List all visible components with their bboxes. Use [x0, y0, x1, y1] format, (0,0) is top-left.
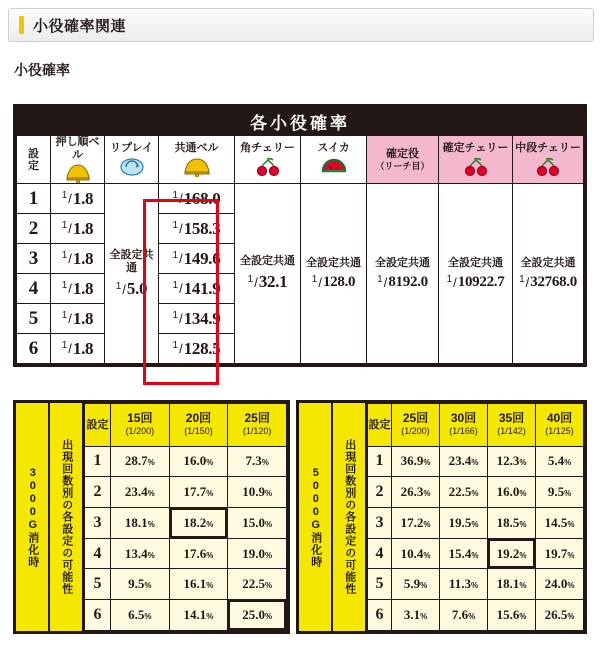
main-probability-table [13, 104, 587, 367]
value-cell: 18.1% [111, 507, 170, 538]
probability-table [16, 135, 584, 364]
value-cell: 10.9% [228, 477, 287, 508]
setting-cell: 6 [85, 600, 111, 631]
setting-cell: 4 [368, 538, 392, 569]
value-cell: 9.5% [111, 569, 170, 600]
value-cell: 14.5% [536, 507, 584, 538]
table-header-row [85, 404, 287, 447]
value-cell: 26.3% [392, 477, 440, 508]
setting-cell: 3 [17, 244, 51, 274]
value-cell: 24.0% [536, 569, 584, 600]
bell-icon [63, 163, 93, 183]
setting-cell: 6 [368, 600, 392, 631]
header-cell-20kai: 20回 (1/150) [169, 404, 228, 447]
kakutei-cherry-merged-cell: 全設定共通 1 / 10922.7 [439, 184, 513, 364]
setting-cell: 1 [17, 184, 51, 214]
table-row [85, 600, 287, 631]
oshijun-bell-cell: 1 / 1.8 [51, 334, 105, 364]
value-cell: 23.4% [111, 477, 170, 508]
value-cell: 26.5% [536, 600, 584, 631]
cherry-icon [459, 157, 493, 177]
value-cell-highlighted: 18.2% [169, 507, 228, 538]
page-title: 小役確率関連 [33, 17, 127, 35]
setting-cell: 1 [85, 446, 111, 477]
table-row [85, 507, 287, 538]
value-cell: 9.5% [536, 477, 584, 508]
value-cell: 14.1% [169, 600, 228, 631]
kyotsu-bell-cell: 1 / 158.3 [159, 214, 235, 244]
value-cell: 19.5% [440, 507, 488, 538]
value-cell: 13.4% [111, 538, 170, 569]
header-cell-40kai: 40回 (1/125) [536, 404, 584, 447]
value-cell: 5.4% [536, 446, 584, 477]
setting-cell: 6 [17, 334, 51, 364]
header-cell-oshijun-bell: 押し順ベル [51, 136, 105, 184]
table-row [17, 184, 584, 214]
setting-cell: 1 [368, 446, 392, 477]
page-header [8, 8, 594, 42]
value-cell-highlighted: 19.2% [488, 538, 536, 569]
table-header-row [17, 136, 584, 184]
vertical-label-3000g-desc: 出現回数別の各設定の可能性 [50, 403, 84, 631]
oshijun-bell-cell: 1 / 1.8 [51, 184, 105, 214]
table-row [368, 507, 584, 538]
value-cell: 3.1% [392, 600, 440, 631]
value-cell: 15.6% [488, 600, 536, 631]
header-cell-suika: スイカ [301, 136, 367, 184]
header-cell-kakutei-cherry: 確定チェリー [439, 136, 513, 184]
setting-cell: 2 [85, 477, 111, 508]
setting-cell: 2 [368, 477, 392, 508]
oshijun-bell-cell: 1 / 1.8 [51, 244, 105, 274]
header-cell-setting: 設定 [85, 404, 111, 447]
header-cell-setting: 設 定 [17, 136, 51, 184]
table-row [368, 477, 584, 508]
bell-icon [180, 157, 214, 177]
value-cell: 11.3% [440, 569, 488, 600]
setting-cell: 5 [368, 569, 392, 600]
value-cell: 17.2% [392, 507, 440, 538]
chudan-cherry-merged-cell: 全設定共通 1 / 32768.0 [513, 184, 584, 364]
replay-icon [117, 157, 147, 177]
header-cell-30kai: 30回 (1/166) [440, 404, 488, 447]
vertical-label-5000g: 5000G消化時 [299, 403, 333, 631]
value-cell: 19.7% [536, 538, 584, 569]
table-row [85, 477, 287, 508]
value-cell: 7.6% [440, 600, 488, 631]
oshijun-bell-cell: 1 / 1.8 [51, 274, 105, 304]
header-cell-setting: 設定 [368, 404, 392, 447]
value-cell: 18.5% [488, 507, 536, 538]
value-cell: 16.1% [169, 569, 228, 600]
table-row [368, 600, 584, 631]
replay-merged-cell: 全設定共通 1 / 5.0 [105, 184, 159, 364]
table-caption: 各小役確率 [16, 107, 584, 135]
value-cell: 17.6% [169, 538, 228, 569]
kado-cherry-merged-cell: 全設定共通 1 / 32.1 [235, 184, 301, 364]
setting-cell: 5 [85, 569, 111, 600]
table-header-row [368, 404, 584, 447]
value-cell: 10.4% [392, 538, 440, 569]
value-cell: 17.7% [169, 477, 228, 508]
header-cell-35kai: 35回 (1/142) [488, 404, 536, 447]
table-3000g [13, 400, 290, 634]
value-cell: 28.7% [111, 446, 170, 477]
value-cell-highlighted: 25.0% [228, 600, 287, 631]
value-cell: 6.5% [111, 600, 170, 631]
header-cell-replay: リプレイ [105, 136, 159, 184]
oshijun-bell-cell: 1 / 1.8 [51, 304, 105, 334]
kyotsu-bell-cell: 1 / 149.6 [159, 244, 235, 274]
header-cell-25kai: 25回 (1/200) [392, 404, 440, 447]
value-cell: 16.0% [169, 446, 228, 477]
value-cell: 16.0% [488, 477, 536, 508]
section-title: 小役確率 [14, 62, 70, 78]
kyotsu-bell-cell: 1 / 168.0 [159, 184, 235, 214]
kyotsu-bell-cell: 1 / 141.9 [159, 274, 235, 304]
header-cell-kakutei-yaku: 確定役 （リーチ目） [367, 136, 439, 184]
header-cell-25kai: 25回 (1/120) [228, 404, 287, 447]
cherry-icon [253, 157, 283, 177]
value-cell: 36.9% [392, 446, 440, 477]
header-accent-bar [19, 16, 24, 34]
header-cell-chudan-cherry: 中段チェリー [513, 136, 584, 184]
table-row [85, 569, 287, 600]
table-row [85, 446, 287, 477]
possibility-table-3000g [84, 403, 287, 631]
header-cell-kyotsu-bell: 共通ベル [159, 136, 235, 184]
value-cell: 12.3% [488, 446, 536, 477]
header-cell-15kai: 15回 (1/200) [111, 404, 170, 447]
oshijun-bell-cell: 1 / 1.8 [51, 214, 105, 244]
setting-cell: 4 [85, 538, 111, 569]
value-cell: 5.9% [392, 569, 440, 600]
watermelon-icon [319, 157, 349, 177]
table-5000g [296, 400, 587, 634]
setting-cell: 2 [17, 214, 51, 244]
value-cell: 22.5% [440, 477, 488, 508]
value-cell: 23.4% [440, 446, 488, 477]
cherry-icon [531, 157, 565, 177]
vertical-label-3000g: 3000G消化時 [16, 403, 50, 631]
vertical-label-5000g-desc: 出現回数別の各設定の可能性 [333, 403, 367, 631]
possibility-table-5000g [367, 403, 584, 631]
value-cell: 15.0% [228, 507, 287, 538]
kyotsu-bell-cell: 1 / 128.5 [159, 334, 235, 364]
value-cell: 15.4% [440, 538, 488, 569]
setting-cell: 5 [17, 304, 51, 334]
setting-cell: 4 [17, 274, 51, 304]
kyotsu-bell-cell: 1 / 134.9 [159, 304, 235, 334]
table-row [368, 569, 584, 600]
setting-cell: 3 [85, 507, 111, 538]
value-cell: 18.1% [488, 569, 536, 600]
header-cell-kado-cherry: 角チェリー [235, 136, 301, 184]
value-cell: 22.5% [228, 569, 287, 600]
table-row [368, 538, 584, 569]
suika-merged-cell: 全設定共通 1 / 128.0 [301, 184, 367, 364]
kakutei-merged-cell: 全設定共通 1 / 8192.0 [367, 184, 439, 364]
table-row [368, 446, 584, 477]
table-row [85, 538, 287, 569]
value-cell: 19.0% [228, 538, 287, 569]
setting-cell: 3 [368, 507, 392, 538]
value-cell: 7.3% [228, 446, 287, 477]
